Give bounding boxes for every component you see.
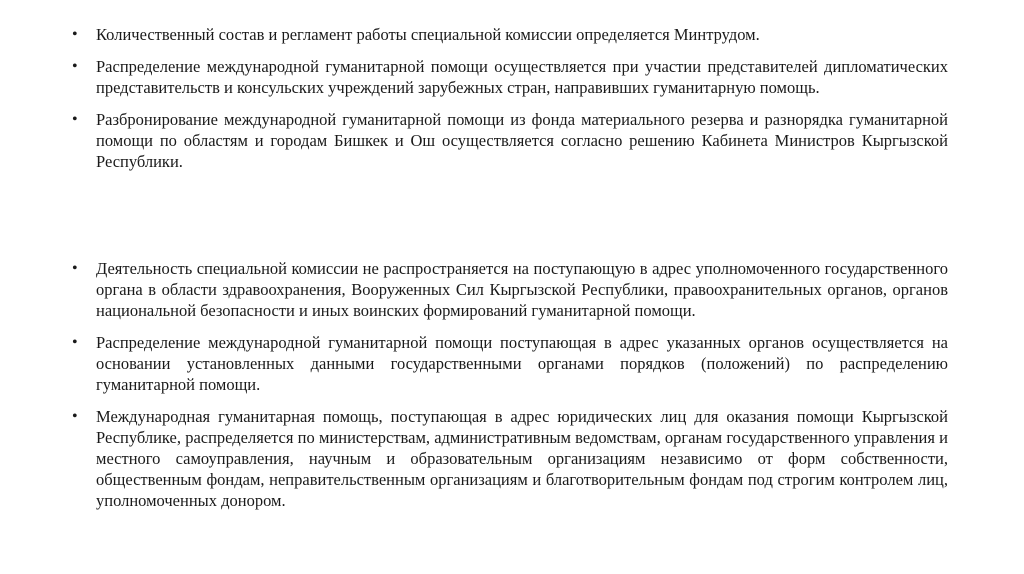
bullet-item	[72, 56, 948, 98]
bullet-item	[72, 258, 948, 321]
bullet-text: • Международная гуманитарная помощь, поступающая в адрес юридических лиц для оказания помощи Кыргызской Республике, распределяется по министерствам, административным ведомствам, органам государственного управления и местного самоуправления, научным и образовательным организациям независимо от форм собственности, общественным фондам, неправительственным организациям и благотворительным фондам под строгим контролем лиц, уполномоченных донором.	[96, 407, 948, 510]
bullet-text: • Разбронирование международной гуманитарной помощи из фонда материального резерва и разнорядка гуманитарной помощи по областям и городам Бишкек и Ош осуществляется согласно решению Кабинета Министров Кыргызской Республики.	[96, 110, 948, 171]
bullet-list-top	[72, 24, 948, 183]
bullet-text: • Распределение международной гуманитарной помощи осуществляется при участии представителей дипломатических представительств и консульских учреждений зарубежных стран, направивших гуманитарную помощь.	[96, 57, 948, 97]
bullet-item	[72, 332, 948, 395]
bullet-text: • Распределение международной гуманитарной помощи поступающая в адрес указанных органов осуществляется на основании установленных данными государственными органами порядков (положений) по распределению гуманитарной помощи.	[96, 333, 948, 394]
bullet-item	[72, 109, 948, 172]
bullet-text: • Количественный состав и регламент работы специальной комиссии определяется Минтрудом.	[96, 25, 760, 44]
bullet-text: • Деятельность специальной комиссии не распространяется на поступающую в адрес уполномоченного государственного органа в области здравоохранения, Вооруженных Сил Кыргызской Республики, правоохранительных органов, органов национальной безопасности и иных воинских формирований гуманитарной помощи.	[96, 259, 948, 320]
bullet-item	[72, 406, 948, 511]
bullet-list-bottom	[72, 258, 948, 522]
bullet-item	[72, 24, 948, 45]
